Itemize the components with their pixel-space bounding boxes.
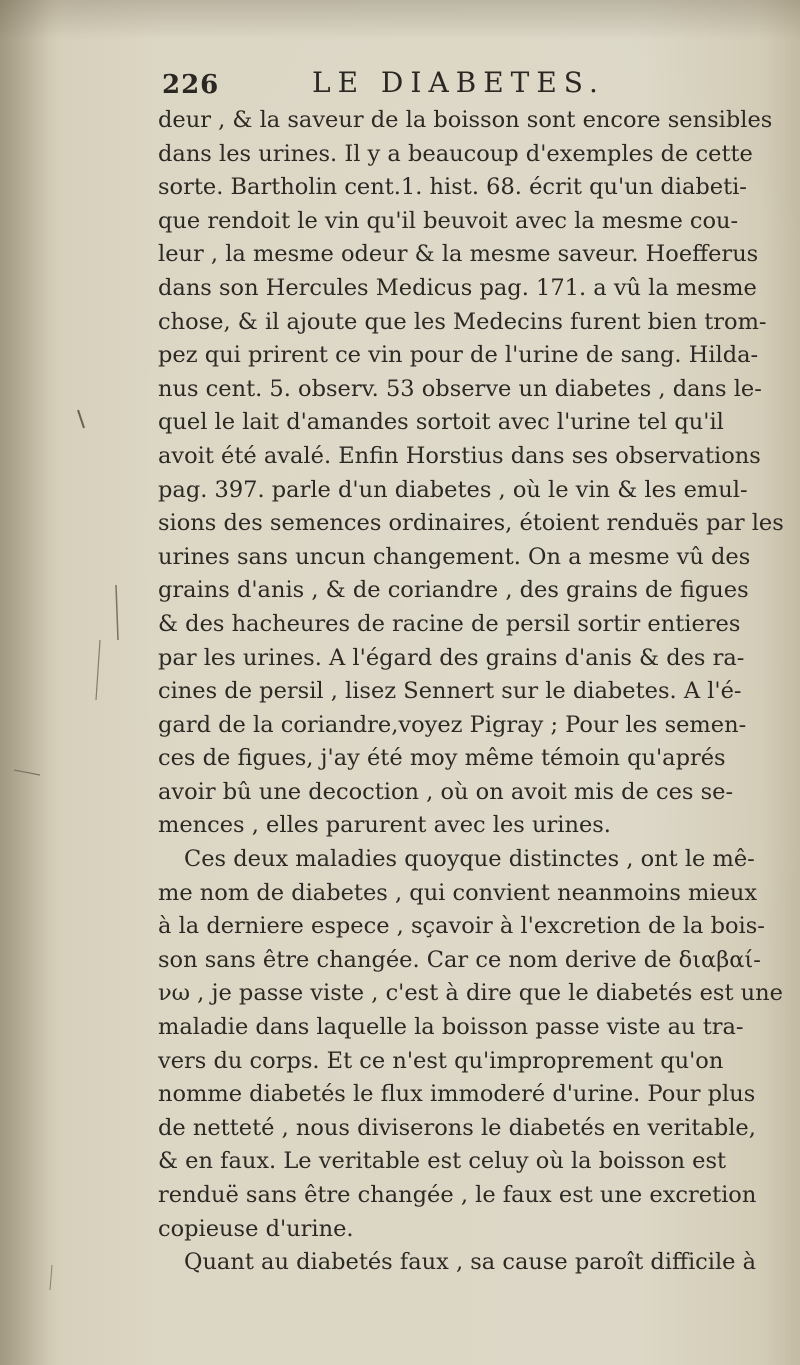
text-line: renduë sans être changée , le faux est une excretion [158,1182,757,1208]
text-line: avoit été avalé. Enfin Horstius dans ses observations [158,442,761,469]
text-line: mences , elles parurent avec les urines. [158,812,611,839]
text-line: & des hacheures de racine de persil sortir entieres [158,610,741,637]
text-line: cines de persil , lisez Sennert sur le diabetes. A l'é- [158,678,742,705]
text-line: leur , la mesme odeur & la mesme saveur. Hoefferus [158,241,759,268]
paragraph-start-line: Ces deux maladies quoyque distinctes , ont le mê- [184,846,755,873]
page-number: 226 [162,70,220,100]
text-line: pag. 397. parle d'un diabetes , où le vin & les emul- [158,476,748,503]
text-line: à la derniere espece , sçavoir à l'excretion de la bois- [158,913,765,940]
text-line: ces de figues, j'ay été moy même témoin qu'aprés [158,745,726,772]
text-line: urines sans uncun changement. On a mesme vû des [158,543,751,570]
text-line: de netteté , nous diviserons le diabetés en veritable, [158,1114,756,1141]
text-line: chose, & il ajoute que les Medecins furent bien trom- [158,308,767,335]
text-line: nomme diabetés le flux immoderé d'urine. Pour plus [158,1081,756,1108]
text-line: & en faux. Le veritable est celuy où la boisson est [158,1148,727,1175]
text-line: me nom de diabetes , qui convient neanmoins mieux [158,879,758,906]
running-title: LE DIABETES. [312,66,605,99]
text-line: sorte. Bartholin cent.1. hist. 68. écrit qu'un diabeti- [158,174,747,201]
text-line: son sans être changée. Car ce nom derive de διαβαί- [158,946,761,973]
text-line: nus cent. 5. observ. 53 observe un diabetes , dans le- [158,375,762,402]
paragraph-start-line: Quant au diabetés faux , sa cause paroît difficile à [184,1249,757,1276]
text-line: grains d'anis , & de coriandre , des grains de figues [158,577,749,604]
text-line: vers du corps. Et ce n'est qu'improprement qu'on [158,1047,724,1074]
text-line: par les urines. A l'égard des grains d'anis & des ra- [158,644,745,671]
page-header [162,66,782,106]
text-line: gard de la coriandre,voyez Pigray ; Pour les semen- [158,711,747,738]
text-line: deur , & la saveur de la boisson sont encore sensibles [158,107,773,133]
body-text [158,104,790,1280]
margin-ink-marks [0,0,150,1365]
text-line: quel le lait d'amandes sortoit avec l'urine tel qu'il [158,409,724,436]
text-line: avoir bû une decoction , où on avoit mis de ces se- [158,778,734,805]
text-line: que rendoit le vin qu'il beuvoit avec la mesme cou- [158,207,739,234]
text-line: pez qui prirent ce vin pour de l'urine de sang. Hilda- [158,342,759,369]
text-line: νω , je passe viste , c'est à dire que le diabetés est une [158,980,783,1007]
text-line: sions des semences ordinaires, étoient renduës par les [158,510,784,537]
text-line: maladie dans laquelle la boisson passe viste au tra- [158,1014,744,1041]
text-line: copieuse d'urine. [158,1215,354,1242]
text-line: dans son Hercules Medicus pag. 171. a vû la mesme [158,274,757,301]
text-line: dans les urines. Il y a beaucoup d'exemples de cette [158,140,753,167]
